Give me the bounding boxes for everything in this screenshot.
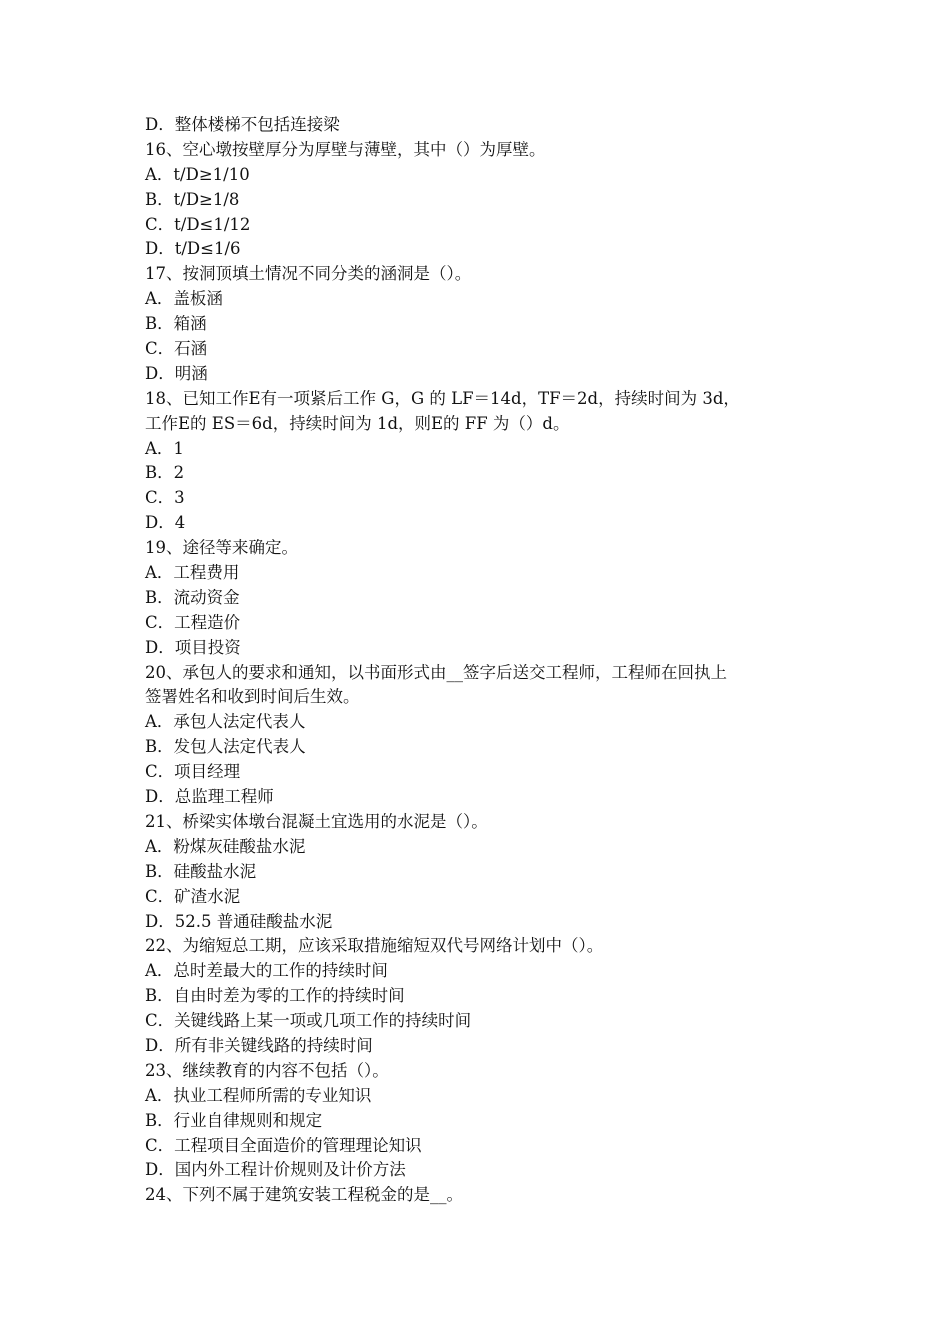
option-line: D．总监理工程师 bbox=[145, 787, 274, 807]
question-16: 16、空心墩按壁厚分为厚壁与薄壁，其中（）为厚壁。 bbox=[145, 139, 546, 159]
option-line: A．总时差最大的工作的持续时间 bbox=[145, 961, 388, 981]
option-line: A．承包人法定代表人 bbox=[145, 712, 306, 732]
option-line: B．箱涵 bbox=[145, 314, 207, 334]
option-line: A．粉煤灰硅酸盐水泥 bbox=[145, 836, 306, 856]
option-line: C．3 bbox=[145, 488, 185, 508]
question-18-continued: 工作E的 ES＝6d，持续时间为 1d，则E的 FF 为（）d。 bbox=[145, 413, 570, 433]
option-line: A．执业工程师所需的专业知识 bbox=[145, 1085, 372, 1105]
option-line: D．所有非关键线路的持续时间 bbox=[145, 1035, 373, 1055]
option-line: C．工程项目全面造价的管理理论知识 bbox=[145, 1135, 422, 1155]
option-line: C．项目经理 bbox=[145, 762, 241, 782]
option-line: A．盖板涵 bbox=[145, 289, 223, 309]
option-line: B．自由时差为零的工作的持续时间 bbox=[145, 986, 405, 1006]
option-line: D．国内外工程计价规则及计价方法 bbox=[145, 1160, 406, 1180]
option-line: B．流动资金 bbox=[145, 587, 240, 607]
option-line: D．52.5 普通硅酸盐水泥 bbox=[145, 911, 333, 931]
option-line: A．工程费用 bbox=[145, 563, 240, 583]
option-line: D．4 bbox=[145, 513, 186, 533]
question-18: 18、已知工作E有一项紧后工作 G，G 的 LF＝14d，TF＝2d，持续时间为 3d， bbox=[145, 388, 740, 408]
option-line: A．t/D≥1/10 bbox=[145, 164, 250, 184]
option-line: C．石涵 bbox=[145, 339, 208, 359]
question-23: 23、继续教育的内容不包括（）。 bbox=[145, 1060, 389, 1080]
question-19: 19、途径等来确定。 bbox=[145, 538, 298, 558]
option-line: C．工程造价 bbox=[145, 612, 241, 632]
option-line: D．t/D≤1/6 bbox=[145, 239, 241, 259]
option-line: B．硅酸盐水泥 bbox=[145, 861, 257, 881]
question-20-continued: 签署姓名和收到时间后生效。 bbox=[145, 687, 360, 707]
option-line: B．行业自律规则和规定 bbox=[145, 1110, 323, 1130]
option-line: B．2 bbox=[145, 463, 185, 483]
question-22: 22、为缩短总工期，应该采取措施缩短双代号网络计划中（）。 bbox=[145, 936, 604, 956]
document-body bbox=[145, 113, 825, 1208]
question-17: 17、按洞顶填土情况不同分类的涵洞是（）。 bbox=[145, 264, 472, 284]
option-line: A．1 bbox=[145, 438, 184, 458]
option-line: C．关键线路上某一项或几项工作的持续时间 bbox=[145, 1011, 472, 1031]
option-line: D．项目投资 bbox=[145, 637, 241, 657]
question-24: 24、下列不属于建筑安装工程税金的是__。 bbox=[145, 1185, 463, 1205]
option-line: C．t/D≤1/12 bbox=[145, 214, 251, 234]
question-21: 21、桥梁实体墩台混凝土宜选用的水泥是（）。 bbox=[145, 811, 488, 831]
option-line: C．矿渣水泥 bbox=[145, 886, 241, 906]
question-20: 20、承包人的要求和通知，以书面形式由__签字后送交工程师，工程师在回执上 bbox=[145, 662, 727, 682]
option-line: D．明涵 bbox=[145, 363, 208, 383]
text-line: D．整体楼梯不包括连接梁 bbox=[145, 115, 340, 134]
option-line: B．t/D≥1/8 bbox=[145, 189, 240, 209]
option-line: B．发包人法定代表人 bbox=[145, 737, 306, 757]
